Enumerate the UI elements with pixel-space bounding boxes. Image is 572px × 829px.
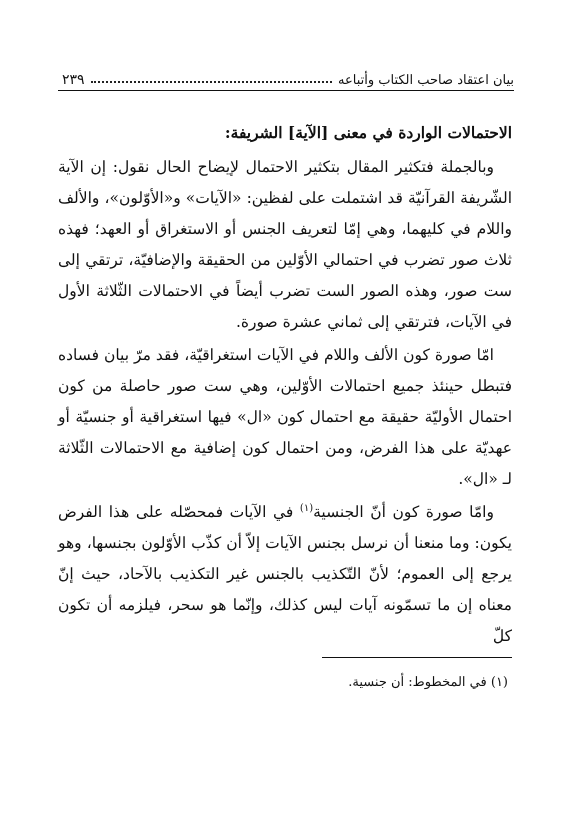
paragraph-3-rest: في الآيات فمحصّله على هذا الفرض يكون: وما منعنا أن نرسل بجنس الآيات إلاّ أن كذّب الأوّلون بجنسها، وهو يرجع إلى العموم؛ لأنّ التّكذيب بالجنس غير التكذيب بالآحاد، حيث إنّ معناه إن ما تسمّونه آيات ليس كذلك، وإنّما هو سحر، فيلزمه أن تكون كلّ <box>58 503 512 645</box>
body-text <box>58 118 512 654</box>
paragraph-3-start: وامّا صورة كون أنّ الجنسية <box>313 503 494 521</box>
header-rule <box>58 90 514 91</box>
paragraph-2: امّا صورة كون الألف واللام في الآيات استغراقيّة، فقد مرّ بيان فساده فتبطل حينئذ جميع احتمالات الأوّلين، وهي ست صور حاصلة من كون احتمال الأوليّة حقيقة مع احتمال كون «ال» فيها استغراقية أو جنسيّة أو عهديّة على هذا الفرض، ومن احتمال كون إضافية مع الاحتمالات الثّلاثة لـ «ال». <box>58 346 512 488</box>
footnote-rule <box>322 657 512 658</box>
page-number: ٢٣٩ <box>62 72 85 88</box>
running-title: بيان اعتقاد صاحب الكتاب وأتباعه <box>338 73 514 88</box>
running-header <box>62 66 514 88</box>
paragraph-3 <box>58 497 512 652</box>
section-heading: الاحتمالات الواردة في معنى [الآية] الشريفة: <box>224 123 512 142</box>
footnote-reference[interactable]: (١) <box>299 502 314 514</box>
paragraph-1: وبالجملة فتكثير المقال بتكثير الاحتمال لإيضاح الحال نقول: إن الآية الشّريفة القرآنيّة قد اشتملت على لفظين: «الآيات» و«الأوّلون»، والألف واللام في كليهما، وهي إمّا لتعريف الجنس أو الاستغراق أو العهد؛ فهذه ثلاث صور تضرب في احتمالي الأوّلين من الحقيقة والإضافيّة، ترتقي إلى ست صور، وهذه الصور الست تضرب أيضاً في الاحتمالات الثّلاثة الأول في الآيات، فترتقي إلى ثماني عشرة صورة. <box>58 158 512 331</box>
header-leader-dots <box>91 81 332 83</box>
footnote: (١) في المخطوط: أن جنسية. <box>348 675 508 690</box>
